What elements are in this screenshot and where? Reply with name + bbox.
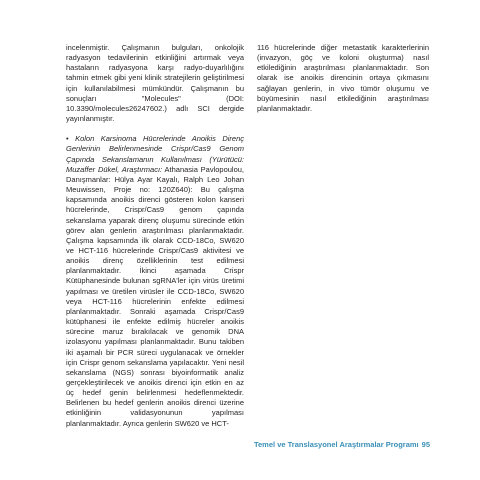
project-paragraph (66, 134, 244, 429)
project-body: Bu çalışma kapsamında anoikis direnci gösteren kolon kanseri hücrelerinde, Crispr/Cas9 genom çapında sekanslama yaparak direnç oluşumu sürecinde etkin görev alan genlerin araştırılması planlanmaktadır. Çalışma kapsamında ilk olarak CCD-18Co, SW620 ve HCT-116 hücrelerinde Crispr/Cas9 aktivitesi ve anoikis direnç özelliklerinin test edilmesi planlanmaktadır. İkinci aşamada Crispr Kütüphanesinde bulunan sgRNA'ler için virüs üretimi yapılması ve üretilen virüsler ile CCD-18Co, SW620 veya HCT-116 hücrelerinin enfekte edilmesi planlanmaktadır. Sonraki aşamada Crispr/Cas9 kütüphanesi ile enfekte edilmiş hücreler anoikis sürecine maruz bırakılacak ve genomik DNA izolasyonu yapılması planlanmaktadır. Bunu takiben iki aşamalı bir PCR süreci uygulanacak ve örnekler için Crispr genom sekanslama yapılacaktır. Yeni nesil sekanslama (NGS) sonrası biyoinformatik analiz gerçekleştirilecek ve anoikis direnci için etkin en az üç hedef genin belirlenmesi hedeflenmektedir. Belirlenen bu hedef genlerin anoikis direnci üzerine etkinliğinin validasyonunun yapılması planlanmaktadır. Ayrıca genlerin SW620 ve HCT- (66, 185, 244, 428)
project-meta: Athanasia Pavlopoulou, Danışmanlar: Hülya Ayar Kayalı, Ralph Leo Johan Meuwissen, Proje no: 120Z640): (66, 164, 245, 195)
intro-paragraph: incelenmiştir. Çalışmanın bulguları, onkolojik radyasyon tedavilerinin etkinliğini artırmak veya hastaların radyasyona karşı radyo-duyarlılığını tahmin etmek gibi yeni klinik stratejilerin geliştirilmesi için kullanılabilmesi mümkündür. Çalışmanın bu sonuçları "Molecules" (DOI: 10.3390/molecules26247602.) adlı SCI dergide yayınlanmıştır. (66, 43, 244, 124)
bullet: • (66, 134, 69, 144)
left-column (66, 43, 244, 429)
page-number: 95 (421, 440, 430, 449)
right-column (257, 43, 429, 114)
program-name: Temel ve Translasyonel Araştırmalar Programı (253, 440, 419, 449)
project-title: Kolon Karsinoma Hücrelerinde Anoikis Direnç Genlerinin Belirlenmesinde Crispr/Cas9 Genom Çapında Sekanslamanın Kullanılması (Yürütücü: Muzaffer Dükel, Araştırmacı: (66, 134, 244, 174)
page-footer (254, 440, 430, 449)
continuation-paragraph: 116 hücrelerinde diğer metastatik karakterlerinin (invazyon, göç ve koloni oluşturma) nasıl etkilediğinin araştırılması planlanmaktadır. Son olarak ise anoikis direncinin ortaya çıkmasını sağlayan genlerin, in vivo tümör oluşumu ve büyümesinin nasıl etkilediğinin araştırılması planlanmaktadır. (257, 43, 429, 113)
